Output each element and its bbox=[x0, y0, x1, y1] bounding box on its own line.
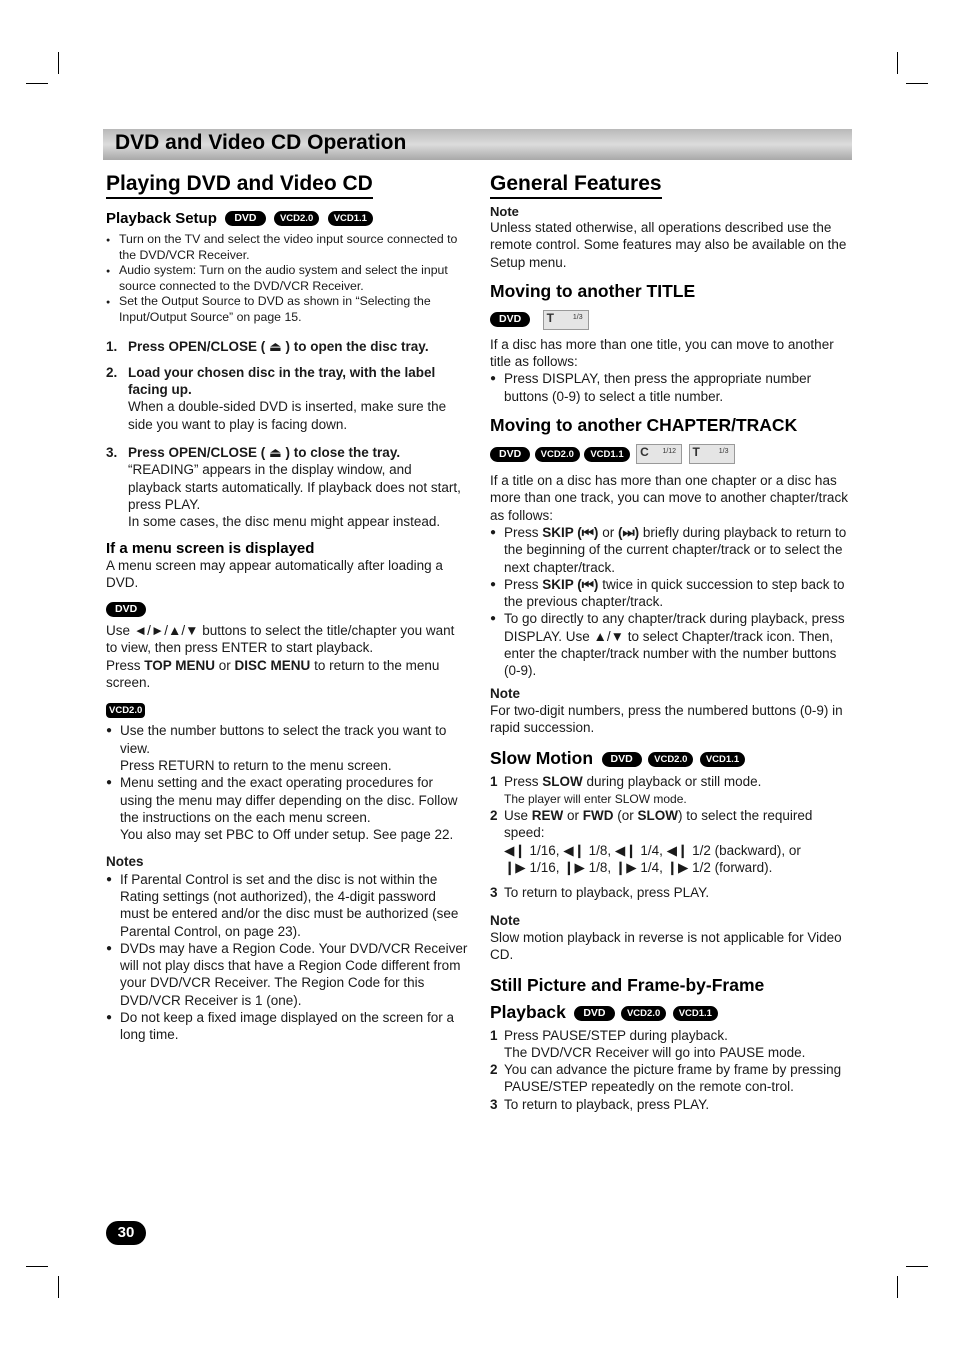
note-label: Note bbox=[490, 204, 519, 219]
still-step-3: 3 To return to playback, press PLAY. bbox=[490, 1096, 710, 1112]
chapter-osd-icon: C 1/12 bbox=[636, 444, 682, 464]
slow-step-2: 2 Use REW or FWD (or SLOW) to select the required speed: ◀❙ 1/16, ◀❙ 1/8, ◀❙ 1/4, ◀❙ 1/2 (backward), or ❙▶ 1/16, ❙▶ 1/8, ❙▶ 1/4, ❙▶ 1/2 (forward). bbox=[490, 808, 813, 876]
crop-mark bbox=[897, 1276, 898, 1298]
track-osd-icon: T 1/3 bbox=[689, 444, 735, 464]
dvd-badge: DVD bbox=[574, 1006, 614, 1021]
menu-intro: A menu screen may appear automatically after loading a DVD. bbox=[106, 557, 443, 590]
note-text: Unless stated otherwise, all operations described use the remote control. Some features may also be available on the Setup menu. bbox=[490, 220, 847, 270]
crop-mark bbox=[26, 1266, 48, 1267]
vcd11-badge: VCD1.1 bbox=[584, 447, 629, 462]
list-item: ● Menu setting and the exact operating procedures for using the menu may differ depending on the disc. Follow the instructions on the each menu screen. You also may set PBC to Off under setup. See page 22. bbox=[106, 774, 468, 843]
dvd-badge: DVD bbox=[490, 312, 530, 327]
note-text: Slow motion playback in reverse is not applicable for Video CD. bbox=[490, 929, 842, 963]
list-item: ● If Parental Control is set and the disc is not within the Rating settings (not authorized), the 4-digit password must be entered and/or the disc must be authorized (see Parental Control, on page 23). bbox=[106, 871, 468, 940]
still-heading-2: Playback bbox=[490, 1001, 566, 1022]
vcd11-badge: VCD1.1 bbox=[328, 211, 373, 226]
section-banner bbox=[103, 129, 852, 160]
page-number: 30 bbox=[106, 1221, 146, 1245]
note-label: Note bbox=[490, 685, 520, 701]
vcd20-badge: VCD2.0 bbox=[106, 703, 145, 718]
list-item: ● To go directly to any chapter/track during playback, press DISPLAY. Use ▲/▼ to select Chapter/track icon. Then, enter the chapter/track number with the number buttons (0-9). bbox=[490, 610, 852, 679]
list-item: ● Do not keep a fixed image displayed on the screen for a long time. bbox=[106, 1009, 468, 1044]
menu-heading: If a menu screen is displayed bbox=[106, 539, 315, 557]
crop-mark bbox=[26, 83, 48, 84]
dvd-badge: DVD bbox=[490, 447, 530, 462]
still-heading: Still Picture and Frame-by-Frame bbox=[490, 974, 765, 995]
slow-heading: Slow Motion bbox=[490, 747, 594, 768]
dvd-badge: DVD bbox=[106, 602, 146, 617]
crop-mark bbox=[58, 52, 59, 74]
title-osd-icon: T 1/3 bbox=[543, 310, 589, 330]
list-item: ● Turn on the TV and select the video input source connected to the DVD/VCR Receiver. bbox=[106, 232, 468, 263]
list-item: ● DVDs may have a Region Code. Your DVD/VCR Receiver will not play discs that have a Region Code different from your DVD/VCR Receiver. The Region Code for this DVD/VCR Receiver is 1 (one). bbox=[106, 940, 468, 1009]
title-section-text: If a disc has more than one title, you can move to another title as follows: bbox=[490, 336, 834, 370]
vcd11-badge: VCD1.1 bbox=[700, 752, 745, 767]
still-step-2: 2 You can advance the picture frame by frame by pressing PAUSE/STEP repeatedly on the remote con-trol. bbox=[490, 1062, 842, 1095]
menu-dvd-text2: Press TOP MENU or DISC MENU to return to the menu screen. bbox=[106, 657, 440, 691]
still-step-1: 1 Press PAUSE/STEP during playback. The DVD/VCR Receiver will go into PAUSE mode. bbox=[490, 1027, 806, 1060]
list-item: ● Audio system: Turn on the audio system and select the input source connected to the DVD/VCR Receiver. bbox=[106, 263, 468, 294]
step-3: 3. Press OPEN/CLOSE ( ⏏ ) to close the tray. “READING” appears in the display window, and playback starts automatically. If playback does not start, press PLAY. In some cases, the disc menu might appear instead. bbox=[106, 445, 461, 530]
slow-step-1: 1 Press SLOW during playback or still mode. The player will enter SLOW mode. bbox=[490, 773, 762, 806]
vcd20-badge: VCD2.0 bbox=[621, 1006, 666, 1021]
left-column bbox=[106, 172, 468, 1044]
dvd-badge: DVD bbox=[602, 752, 642, 767]
list-item: ● Press SKIP (⏮) or (⏭) briefly during playback to return to the beginning of the current chapter/track or to select the next chapter/track. bbox=[490, 524, 852, 576]
playback-setup-heading-row bbox=[106, 210, 468, 228]
vcd11-badge: VCD1.1 bbox=[673, 1006, 718, 1021]
right-column bbox=[490, 172, 852, 1113]
left-title: Playing DVD and Video CD bbox=[106, 172, 373, 199]
title-section-heading: Moving to another TITLE bbox=[490, 280, 696, 301]
notes-heading: Notes bbox=[106, 854, 144, 870]
step-1: 1. Press OPEN/CLOSE ( ⏏ ) to open the disc tray. bbox=[106, 338, 429, 354]
list-item: ● Press DISPLAY, then press the appropriate number buttons (0-9) to select a title number. bbox=[490, 370, 852, 405]
vcd20-badge: VCD2.0 bbox=[535, 447, 580, 462]
crop-mark bbox=[906, 1266, 928, 1267]
menu-dvd-text: Use ◄/►/▲/▼ buttons to select the title/chapter you want to view, then press ENTER to start playback. bbox=[106, 623, 455, 656]
slow-step-3: 3 To return to playback, press PLAY. bbox=[490, 885, 710, 901]
chapter-section-text: If a title on a disc has more than one chapter or a disc has more than one track, you can move to another chapter/track as follows: bbox=[490, 473, 848, 523]
step-list bbox=[106, 338, 468, 531]
list-item: ● Set the Output Source to DVD as shown in “Selecting the Input/Output Source” on page 15. bbox=[106, 294, 468, 325]
vcd20-badge: VCD2.0 bbox=[274, 211, 319, 226]
list-item: ● Press SKIP (⏮) twice in quick succession to step back to the previous chapter/track. bbox=[490, 576, 852, 611]
crop-mark bbox=[58, 1276, 59, 1298]
slow-heading-row bbox=[490, 748, 852, 769]
step-2: 2. Load your chosen disc in the tray, with the label facing up. When a double-sided DVD is inserted, make sure the side you want to play is facing down. bbox=[106, 364, 447, 432]
playback-setup-heading: Playback Setup bbox=[106, 210, 217, 227]
vcd20-badge: VCD2.0 bbox=[648, 752, 693, 767]
dvd-badge: DVD bbox=[225, 211, 265, 226]
chapter-section-heading: Moving to another CHAPTER/TRACK bbox=[490, 415, 798, 436]
note-text: For two-digit numbers, press the numbered buttons (0-9) in rapid succession. bbox=[490, 702, 843, 736]
crop-mark bbox=[897, 52, 898, 74]
still-heading-row bbox=[490, 1002, 852, 1023]
note-label: Note bbox=[490, 912, 520, 928]
banner-title: DVD and Video CD Operation bbox=[115, 131, 407, 154]
list-item: ● Use the number buttons to select the track you want to view. Press RETURN to return to the menu screen. bbox=[106, 722, 468, 774]
crop-mark bbox=[906, 83, 928, 84]
right-title: General Features bbox=[490, 172, 662, 199]
